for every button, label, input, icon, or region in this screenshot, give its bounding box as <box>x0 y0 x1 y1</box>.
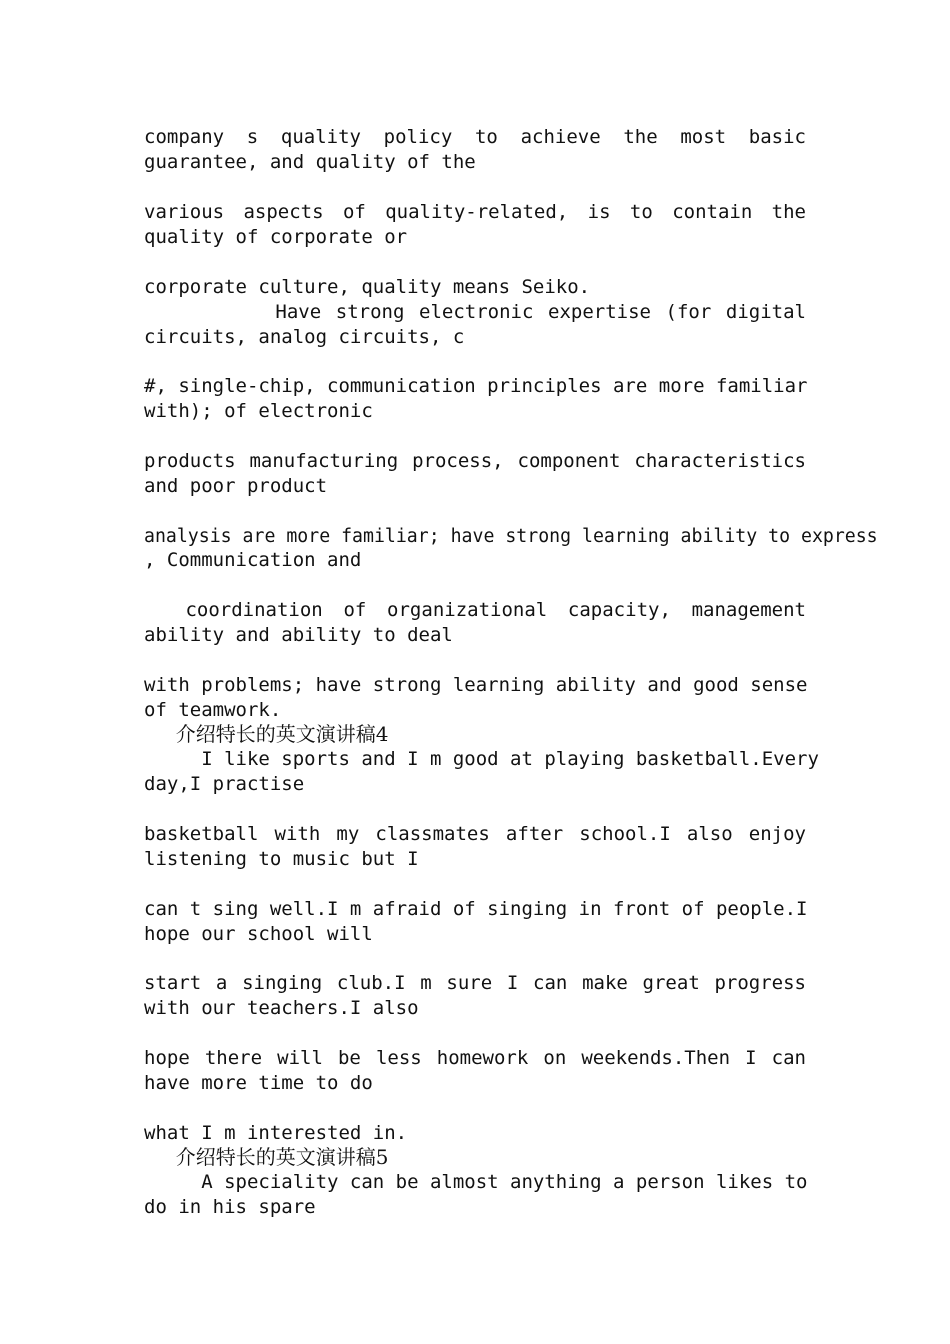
text-line: with our teachers.I also <box>144 997 419 1019</box>
text-line: start a singing club.I m sure I can make great progress <box>144 972 806 994</box>
text-line: coordination of organizational capacity, management <box>144 599 806 621</box>
text-line: hope our school will <box>144 923 373 945</box>
text-line: of teamwork. <box>144 699 282 721</box>
text-line: various aspects of quality-related, is to contain the <box>144 201 806 223</box>
text-line: company s quality policy to achieve the most basic <box>144 126 806 148</box>
text-line: ability and ability to deal <box>144 624 453 646</box>
text-line: , Communication and <box>144 549 362 571</box>
text-line: analysis are more familiar; have strong learning ability to express <box>144 526 878 547</box>
text-line: with problems; have strong learning ability and good sense <box>144 674 808 696</box>
section-heading: 介绍特长的英文演讲稿5 <box>144 1145 389 1169</box>
text-line: basketball with my classmates after school.I also enjoy <box>144 823 806 845</box>
text-line: do in his spare <box>144 1196 316 1218</box>
text-line: quality of corporate or <box>144 226 408 248</box>
text-line: with); of electronic <box>144 400 373 422</box>
text-line: what I m interested in. <box>144 1122 408 1144</box>
text-line: hope there will be less homework on weekends.Then I can <box>144 1047 806 1069</box>
text-line: products manufacturing process, component characteristics <box>144 450 806 472</box>
text-line: listening to music but I <box>144 848 419 870</box>
text-line: A speciality can be almost anything a person likes to <box>144 1171 808 1193</box>
text-line: day,I practise <box>144 773 305 795</box>
text-line: #, single-chip, communication principles are more familiar <box>144 375 808 397</box>
text-line: I like sports and I m good at playing basketball.Every <box>144 748 819 770</box>
text-line: and poor product <box>144 475 328 497</box>
text-line: circuits, analog circuits, c <box>144 326 465 348</box>
text-line: have more time to do <box>144 1072 373 1094</box>
text-line: guarantee, and quality of the <box>144 151 476 173</box>
text-line: corporate culture, quality means Seiko. <box>144 276 591 298</box>
text-line: Have strong electronic expertise (for digital <box>144 301 806 323</box>
text-line: can t sing well.I m afraid of singing in front of people.I <box>144 898 808 920</box>
section-heading: 介绍特长的英文演讲稿4 <box>144 722 389 746</box>
